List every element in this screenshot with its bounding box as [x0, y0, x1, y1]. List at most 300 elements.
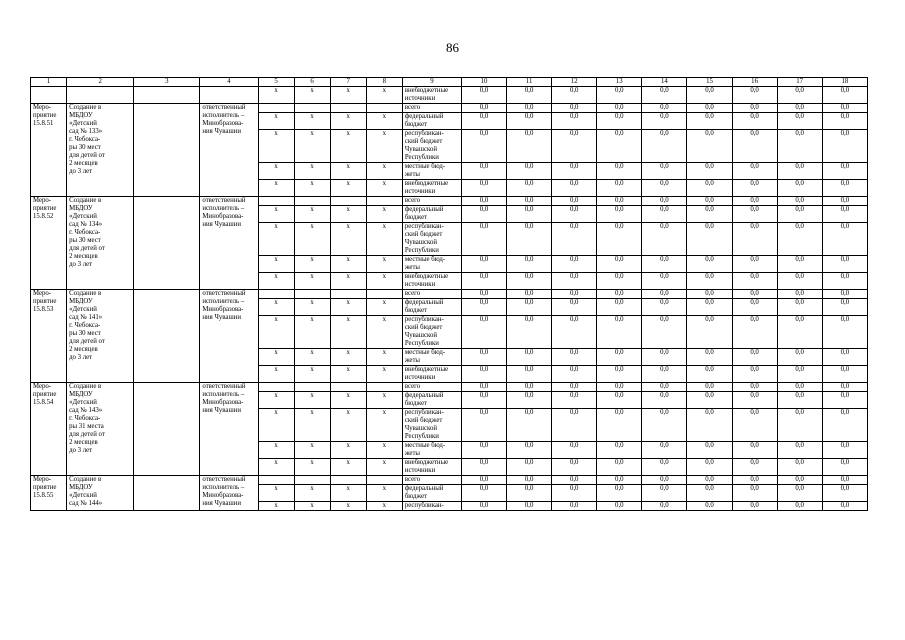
value-cell: 0,0 — [687, 273, 732, 290]
value-cell: 0,0 — [777, 113, 822, 130]
value-cell: 0,0 — [507, 104, 552, 113]
mark-cell — [258, 476, 294, 485]
mark-cell — [294, 476, 330, 485]
measure-id: Меро- приятие 15.8.52 — [31, 197, 67, 290]
value-cell: 0,0 — [822, 476, 867, 485]
mark-cell: x — [258, 113, 294, 130]
value-cell: 0,0 — [687, 104, 732, 113]
value-cell: 0,0 — [777, 163, 822, 180]
mark-cell: x — [258, 459, 294, 476]
mark-cell: x — [294, 349, 330, 366]
value-cell: 0,0 — [642, 223, 687, 256]
value-cell: 0,0 — [507, 383, 552, 392]
value-cell: 0,0 — [822, 104, 867, 113]
value-cell: 0,0 — [687, 442, 732, 459]
value-cell: 0,0 — [461, 299, 506, 316]
value-cell: 0,0 — [687, 459, 732, 476]
value-cell: 0,0 — [777, 273, 822, 290]
value-cell: 0,0 — [732, 349, 777, 366]
mark-cell: x — [258, 256, 294, 273]
value-cell: 0,0 — [687, 197, 732, 206]
column-number-10: 10 — [461, 78, 506, 87]
value-cell: 0,0 — [732, 104, 777, 113]
value-cell: 0,0 — [822, 459, 867, 476]
mark-cell: x — [366, 392, 402, 409]
value-cell: 0,0 — [642, 113, 687, 130]
value-cell: 0,0 — [642, 409, 687, 442]
column-number-11: 11 — [507, 78, 552, 87]
value-cell: 0,0 — [461, 130, 506, 163]
value-cell: 0,0 — [597, 476, 642, 485]
value-cell: 0,0 — [822, 409, 867, 442]
value-cell: 0,0 — [642, 87, 687, 104]
value-cell: 0,0 — [642, 502, 687, 511]
empty-cell — [134, 383, 200, 476]
value-cell: 0,0 — [732, 87, 777, 104]
mark-cell: x — [258, 502, 294, 511]
value-cell: 0,0 — [687, 130, 732, 163]
value-cell: 0,0 — [822, 273, 867, 290]
mark-cell: x — [258, 223, 294, 256]
value-cell: 0,0 — [552, 316, 597, 349]
value-cell: 0,0 — [642, 299, 687, 316]
value-cell: 0,0 — [687, 485, 732, 502]
mark-cell — [258, 104, 294, 113]
value-cell: 0,0 — [732, 316, 777, 349]
mark-cell — [330, 197, 366, 206]
mark-cell: x — [330, 256, 366, 273]
value-cell: 0,0 — [552, 383, 597, 392]
value-cell: 0,0 — [507, 256, 552, 273]
value-cell: 0,0 — [642, 130, 687, 163]
value-cell: 0,0 — [732, 366, 777, 383]
value-cell: 0,0 — [507, 197, 552, 206]
mark-cell: x — [330, 366, 366, 383]
mark-cell: x — [366, 113, 402, 130]
value-cell: 0,0 — [822, 256, 867, 273]
continuation-row — [31, 87, 868, 104]
value-cell: 0,0 — [777, 459, 822, 476]
value-cell: 0,0 — [822, 290, 867, 299]
value-cell: 0,0 — [507, 459, 552, 476]
value-cell: 0,0 — [642, 366, 687, 383]
mark-cell — [258, 197, 294, 206]
value-cell: 0,0 — [777, 349, 822, 366]
value-cell: 0,0 — [777, 299, 822, 316]
value-cell: 0,0 — [597, 256, 642, 273]
value-cell: 0,0 — [732, 383, 777, 392]
value-cell: 0,0 — [552, 206, 597, 223]
value-cell: 0,0 — [597, 113, 642, 130]
mark-cell — [330, 290, 366, 299]
value-cell: 0,0 — [461, 409, 506, 442]
value-cell: 0,0 — [642, 256, 687, 273]
value-cell: 0,0 — [687, 366, 732, 383]
mark-cell: x — [330, 130, 366, 163]
value-cell: 0,0 — [461, 113, 506, 130]
value-cell: 0,0 — [461, 349, 506, 366]
value-cell: 0,0 — [642, 442, 687, 459]
value-cell: 0,0 — [507, 163, 552, 180]
value-cell: 0,0 — [777, 392, 822, 409]
value-cell: 0,0 — [687, 409, 732, 442]
value-cell: 0,0 — [461, 206, 506, 223]
mark-cell: x — [258, 409, 294, 442]
funding-source: внебюджетные источники — [402, 366, 461, 383]
value-cell: 0,0 — [822, 485, 867, 502]
budget-table — [30, 77, 868, 511]
value-cell: 0,0 — [732, 206, 777, 223]
value-cell: 0,0 — [552, 223, 597, 256]
measure-id: Меро- приятие 15.8.55 — [31, 476, 67, 511]
mark-cell: x — [366, 409, 402, 442]
value-cell: 0,0 — [642, 485, 687, 502]
value-cell: 0,0 — [732, 256, 777, 273]
mark-cell: x — [330, 206, 366, 223]
value-cell: 0,0 — [507, 113, 552, 130]
value-cell: 0,0 — [552, 256, 597, 273]
value-cell: 0,0 — [777, 502, 822, 511]
column-number-8: 8 — [366, 78, 402, 87]
mark-cell: x — [258, 87, 294, 104]
value-cell: 0,0 — [687, 392, 732, 409]
value-cell: 0,0 — [597, 409, 642, 442]
value-cell: 0,0 — [687, 180, 732, 197]
measure-name: Создание в МБДОУ «Детский сад № 143» г. Чебокса- ры 31 места для детей от 2 месяцев до 3 лет — [67, 383, 134, 476]
value-cell: 0,0 — [552, 104, 597, 113]
value-cell: 0,0 — [822, 197, 867, 206]
value-cell: 0,0 — [777, 104, 822, 113]
value-cell: 0,0 — [687, 206, 732, 223]
value-cell: 0,0 — [777, 130, 822, 163]
mark-cell: x — [366, 130, 402, 163]
value-cell: 0,0 — [597, 392, 642, 409]
value-cell: 0,0 — [507, 223, 552, 256]
value-cell: 0,0 — [552, 290, 597, 299]
value-cell: 0,0 — [552, 485, 597, 502]
value-cell: 0,0 — [687, 349, 732, 366]
value-cell: 0,0 — [732, 180, 777, 197]
funding-source: федеральный бюджет — [402, 485, 461, 502]
value-cell: 0,0 — [507, 130, 552, 163]
mark-cell — [294, 197, 330, 206]
mark-cell: x — [366, 366, 402, 383]
measure-id: Меро- приятие 15.8.53 — [31, 290, 67, 383]
empty-cell — [67, 87, 134, 104]
mark-cell: x — [294, 366, 330, 383]
value-cell: 0,0 — [732, 197, 777, 206]
funding-source: внебюджетные источники — [402, 87, 461, 104]
value-cell: 0,0 — [642, 316, 687, 349]
mark-cell: x — [366, 485, 402, 502]
value-cell: 0,0 — [507, 392, 552, 409]
value-cell: 0,0 — [507, 442, 552, 459]
value-cell: 0,0 — [732, 290, 777, 299]
mark-cell: x — [294, 273, 330, 290]
value-cell: 0,0 — [822, 442, 867, 459]
value-cell: 0,0 — [461, 290, 506, 299]
value-cell: 0,0 — [642, 383, 687, 392]
value-cell: 0,0 — [687, 476, 732, 485]
value-cell: 0,0 — [461, 163, 506, 180]
budget-table-container — [30, 77, 868, 511]
value-cell: 0,0 — [777, 87, 822, 104]
funding-source: федеральный бюджет — [402, 206, 461, 223]
mark-cell: x — [330, 459, 366, 476]
value-cell: 0,0 — [732, 485, 777, 502]
table-row — [31, 104, 868, 113]
value-cell: 0,0 — [461, 316, 506, 349]
value-cell: 0,0 — [507, 316, 552, 349]
responsible-executor: ответственный исполнитель – Минобразова- ния Чувашии — [200, 476, 258, 511]
value-cell: 0,0 — [552, 87, 597, 104]
mark-cell: x — [330, 299, 366, 316]
value-cell: 0,0 — [822, 392, 867, 409]
value-cell: 0,0 — [552, 197, 597, 206]
value-cell: 0,0 — [687, 383, 732, 392]
mark-cell: x — [258, 206, 294, 223]
value-cell: 0,0 — [642, 349, 687, 366]
column-number-16: 16 — [732, 78, 777, 87]
value-cell: 0,0 — [597, 273, 642, 290]
value-cell: 0,0 — [507, 476, 552, 485]
mark-cell: x — [258, 163, 294, 180]
value-cell: 0,0 — [732, 392, 777, 409]
value-cell: 0,0 — [507, 273, 552, 290]
value-cell: 0,0 — [597, 104, 642, 113]
value-cell: 0,0 — [732, 476, 777, 485]
value-cell: 0,0 — [552, 409, 597, 442]
value-cell: 0,0 — [642, 392, 687, 409]
value-cell: 0,0 — [461, 442, 506, 459]
value-cell: 0,0 — [687, 256, 732, 273]
mark-cell — [366, 104, 402, 113]
empty-cell — [134, 87, 200, 104]
column-number-15: 15 — [687, 78, 732, 87]
mark-cell: x — [366, 502, 402, 511]
value-cell: 0,0 — [732, 130, 777, 163]
value-cell: 0,0 — [597, 502, 642, 511]
mark-cell: x — [366, 163, 402, 180]
value-cell: 0,0 — [552, 366, 597, 383]
table-body — [31, 78, 868, 511]
funding-source: местные бюд- жеты — [402, 256, 461, 273]
value-cell: 0,0 — [461, 476, 506, 485]
mark-cell — [366, 476, 402, 485]
funding-source: местные бюд- жеты — [402, 163, 461, 180]
value-cell: 0,0 — [461, 197, 506, 206]
value-cell: 0,0 — [822, 316, 867, 349]
column-number-5: 5 — [258, 78, 294, 87]
column-number-14: 14 — [642, 78, 687, 87]
table-row — [31, 383, 868, 392]
value-cell: 0,0 — [507, 299, 552, 316]
value-cell: 0,0 — [687, 299, 732, 316]
value-cell: 0,0 — [687, 87, 732, 104]
value-cell: 0,0 — [597, 180, 642, 197]
mark-cell: x — [294, 113, 330, 130]
column-number-17: 17 — [777, 78, 822, 87]
mark-cell: x — [258, 130, 294, 163]
funding-source: федеральный бюджет — [402, 113, 461, 130]
mark-cell: x — [330, 87, 366, 104]
value-cell: 0,0 — [597, 223, 642, 256]
measure-name: Создание в МБДОУ «Детский сад № 133» г. Чебокса- ры 30 мест для детей от 2 месяцев до 3 лет — [67, 104, 134, 197]
value-cell: 0,0 — [461, 459, 506, 476]
value-cell: 0,0 — [507, 290, 552, 299]
funding-source: республикан- — [402, 502, 461, 511]
mark-cell — [294, 383, 330, 392]
funding-source: республикан- ский бюджет Чувашской Республики — [402, 130, 461, 163]
value-cell: 0,0 — [461, 223, 506, 256]
funding-source: республикан- ский бюджет Чувашской Республики — [402, 409, 461, 442]
value-cell: 0,0 — [732, 113, 777, 130]
value-cell: 0,0 — [777, 383, 822, 392]
value-cell: 0,0 — [552, 392, 597, 409]
value-cell: 0,0 — [507, 87, 552, 104]
mark-cell: x — [366, 87, 402, 104]
mark-cell — [330, 104, 366, 113]
value-cell: 0,0 — [597, 316, 642, 349]
value-cell: 0,0 — [642, 206, 687, 223]
mark-cell: x — [294, 442, 330, 459]
value-cell: 0,0 — [461, 383, 506, 392]
mark-cell — [366, 383, 402, 392]
value-cell: 0,0 — [552, 349, 597, 366]
column-number-12: 12 — [552, 78, 597, 87]
value-cell: 0,0 — [597, 459, 642, 476]
value-cell: 0,0 — [597, 366, 642, 383]
value-cell: 0,0 — [777, 442, 822, 459]
value-cell: 0,0 — [461, 502, 506, 511]
value-cell: 0,0 — [642, 163, 687, 180]
funding-source: всего — [402, 290, 461, 299]
value-cell: 0,0 — [597, 383, 642, 392]
responsible-executor: ответственный исполнитель – Минобразова- ния Чувашии — [200, 383, 258, 476]
value-cell: 0,0 — [642, 459, 687, 476]
funding-source: всего — [402, 383, 461, 392]
column-number-6: 6 — [294, 78, 330, 87]
value-cell: 0,0 — [777, 366, 822, 383]
table-row — [31, 197, 868, 206]
value-cell: 0,0 — [597, 485, 642, 502]
mark-cell — [330, 383, 366, 392]
value-cell: 0,0 — [777, 290, 822, 299]
value-cell: 0,0 — [732, 409, 777, 442]
mark-cell: x — [258, 299, 294, 316]
funding-source: федеральный бюджет — [402, 299, 461, 316]
mark-cell: x — [294, 206, 330, 223]
value-cell: 0,0 — [597, 206, 642, 223]
value-cell: 0,0 — [642, 104, 687, 113]
value-cell: 0,0 — [822, 349, 867, 366]
value-cell: 0,0 — [822, 180, 867, 197]
value-cell: 0,0 — [822, 299, 867, 316]
value-cell: 0,0 — [461, 366, 506, 383]
mark-cell: x — [330, 223, 366, 256]
table-row — [31, 476, 868, 485]
value-cell: 0,0 — [507, 366, 552, 383]
mark-cell: x — [258, 180, 294, 197]
mark-cell: x — [294, 459, 330, 476]
value-cell: 0,0 — [597, 442, 642, 459]
mark-cell: x — [366, 223, 402, 256]
table-row — [31, 290, 868, 299]
page-number: 86 — [446, 40, 459, 55]
responsible-executor: ответственный исполнитель – Минобразова- ния Чувашии — [200, 197, 258, 290]
value-cell: 0,0 — [777, 256, 822, 273]
value-cell: 0,0 — [642, 476, 687, 485]
mark-cell — [258, 383, 294, 392]
empty-cell — [134, 290, 200, 383]
value-cell: 0,0 — [507, 409, 552, 442]
responsible-executor: ответственный исполнитель – Минобразова- ния Чувашии — [200, 290, 258, 383]
value-cell: 0,0 — [552, 180, 597, 197]
mark-cell: x — [294, 316, 330, 349]
mark-cell: x — [258, 442, 294, 459]
value-cell: 0,0 — [597, 130, 642, 163]
value-cell: 0,0 — [461, 392, 506, 409]
mark-cell: x — [366, 273, 402, 290]
column-number-9: 9 — [402, 78, 461, 87]
mark-cell: x — [366, 180, 402, 197]
value-cell: 0,0 — [642, 290, 687, 299]
value-cell: 0,0 — [732, 442, 777, 459]
mark-cell: x — [294, 502, 330, 511]
value-cell: 0,0 — [777, 206, 822, 223]
mark-cell: x — [330, 316, 366, 349]
mark-cell: x — [330, 409, 366, 442]
value-cell: 0,0 — [507, 502, 552, 511]
funding-source: внебюджетные источники — [402, 273, 461, 290]
funding-source: республикан- ский бюджет Чувашской Республики — [402, 223, 461, 256]
value-cell: 0,0 — [507, 180, 552, 197]
value-cell: 0,0 — [597, 349, 642, 366]
mark-cell: x — [294, 130, 330, 163]
empty-cell — [134, 197, 200, 290]
value-cell: 0,0 — [732, 299, 777, 316]
mark-cell: x — [258, 349, 294, 366]
mark-cell: x — [330, 163, 366, 180]
mark-cell: x — [330, 180, 366, 197]
funding-source: внебюджетные источники — [402, 180, 461, 197]
mark-cell: x — [294, 223, 330, 256]
value-cell: 0,0 — [552, 130, 597, 163]
value-cell: 0,0 — [777, 316, 822, 349]
column-number-2: 2 — [67, 78, 134, 87]
funding-source: всего — [402, 104, 461, 113]
value-cell: 0,0 — [822, 130, 867, 163]
mark-cell — [366, 197, 402, 206]
funding-source: федеральный бюджет — [402, 392, 461, 409]
value-cell: 0,0 — [822, 502, 867, 511]
mark-cell: x — [258, 392, 294, 409]
value-cell: 0,0 — [822, 223, 867, 256]
funding-source: внебюджетные источники — [402, 459, 461, 476]
mark-cell — [294, 290, 330, 299]
value-cell: 0,0 — [552, 459, 597, 476]
value-cell: 0,0 — [732, 163, 777, 180]
value-cell: 0,0 — [777, 476, 822, 485]
column-number-13: 13 — [597, 78, 642, 87]
column-number-18: 18 — [822, 78, 867, 87]
value-cell: 0,0 — [552, 273, 597, 290]
empty-cell — [31, 87, 67, 104]
value-cell: 0,0 — [461, 256, 506, 273]
value-cell: 0,0 — [822, 206, 867, 223]
mark-cell: x — [366, 459, 402, 476]
mark-cell: x — [330, 442, 366, 459]
